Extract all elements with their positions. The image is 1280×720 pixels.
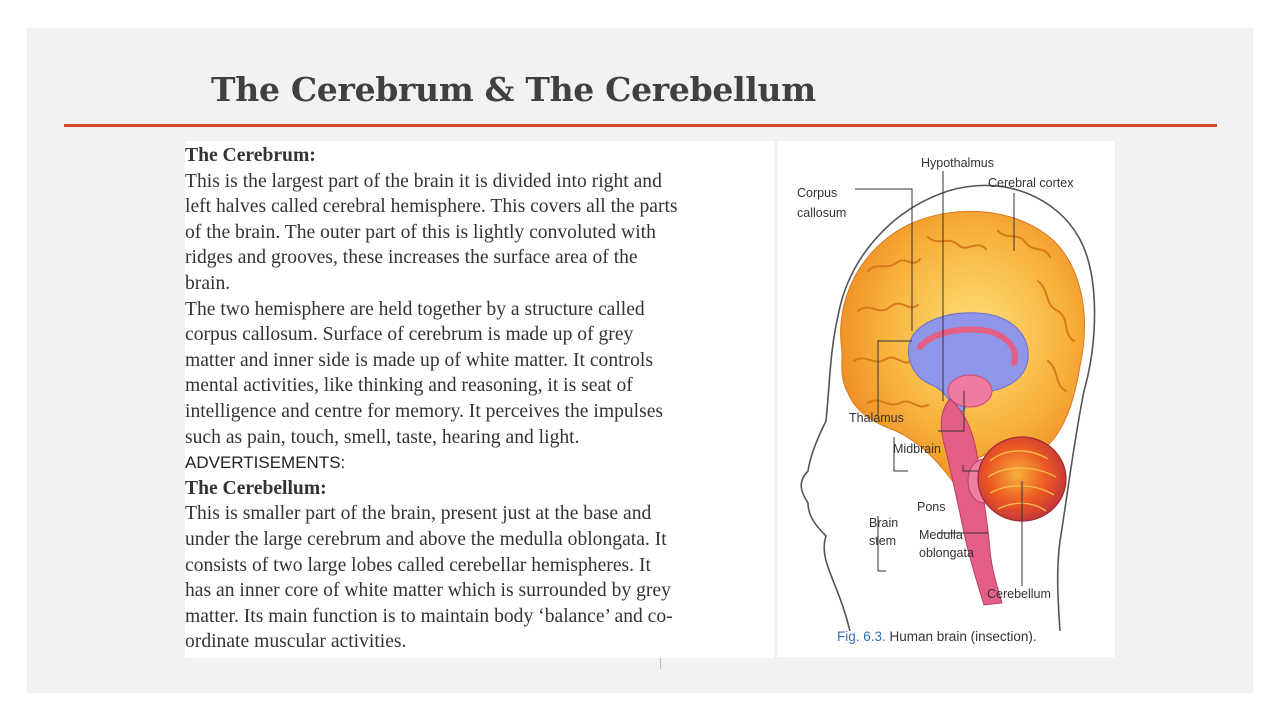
slide xyxy=(27,28,1253,693)
label-stem: stem xyxy=(869,534,897,548)
cerebellum-line: matter. Its main function is to maintain body ‘balance’ and co- xyxy=(185,605,673,627)
label-hypothalmus: Hypothalmus xyxy=(921,156,994,170)
cerebrum-line: ridges and grooves, these increases the surface area of the xyxy=(185,247,638,269)
label-pons: Pons xyxy=(917,500,946,514)
cerebrum-line: brain. xyxy=(185,272,231,294)
text-box-resize-mark xyxy=(660,658,661,669)
label-callosum: callosum xyxy=(797,206,847,220)
label-thalamus: Thalamus xyxy=(849,411,904,425)
cerebrum-line: intelligence and centre for memory. It perceives the impulses xyxy=(185,400,664,422)
cerebrum-line: corpus callosum. Surface of cerebrum is made up of grey xyxy=(185,324,634,346)
cerebellum-heading: The Cerebellum: xyxy=(185,477,327,499)
label-corpus: Corpus xyxy=(797,186,838,200)
cerebrum-heading: The Cerebrum: xyxy=(185,145,316,166)
caption-fig-number: Fig. 6.3. xyxy=(837,629,886,644)
cerebrum-line: This is the largest part of the brain it is divided into right and xyxy=(185,170,662,192)
label-midbrain: Midbrain xyxy=(893,442,941,456)
cerebellum-line: has an inner core of white matter which is surrounded by grey xyxy=(185,580,671,602)
brain-diagram-image xyxy=(778,141,1115,657)
cerebellum-line: consists of two large lobes called cerebellar hemispheres. It xyxy=(185,554,651,576)
label-oblongata: oblongata xyxy=(919,546,974,560)
label-brain: Brain xyxy=(869,516,899,530)
figure-caption xyxy=(837,629,1037,644)
cerebellum-line: This is smaller part of the brain, present just at the base and xyxy=(185,503,652,525)
label-cerebral-cortex: Cerebral cortex xyxy=(988,176,1074,190)
title-underline xyxy=(64,124,1217,127)
cerebrum-line: The two hemisphere are held together by a structure called xyxy=(185,298,645,320)
body-text-box xyxy=(185,141,774,658)
slide-title: The Cerebrum & The Cerebellum xyxy=(211,70,816,109)
brain-diagram xyxy=(778,141,1115,657)
cerebrum-line: matter and inner side is made up of white matter. It controls xyxy=(185,349,653,371)
label-medulla: Medulla xyxy=(919,528,963,542)
cerebellum-line: ordinate muscular activities. xyxy=(185,631,407,653)
cerebellum-line: under the large cerebrum and above the medulla oblongata. It xyxy=(185,528,667,550)
cerebrum-line: such as pain, touch, smell, taste, hearing and light. xyxy=(185,426,580,448)
cerebrum-line: of the brain. The outer part of this is lightly convoluted with xyxy=(185,221,656,243)
advertisements-label: ADVERTISEMENTS: xyxy=(185,453,346,473)
cerebrum-line: mental activities, like thinking and reasoning, it is seat of xyxy=(185,375,633,397)
cerebrum-line: left halves called cerebral hemisphere. This covers all the parts xyxy=(185,196,678,218)
label-cerebellum: Cerebellum xyxy=(987,587,1051,601)
thalamus-shape xyxy=(948,375,992,407)
caption-text: Human brain (insection). xyxy=(885,629,1037,644)
